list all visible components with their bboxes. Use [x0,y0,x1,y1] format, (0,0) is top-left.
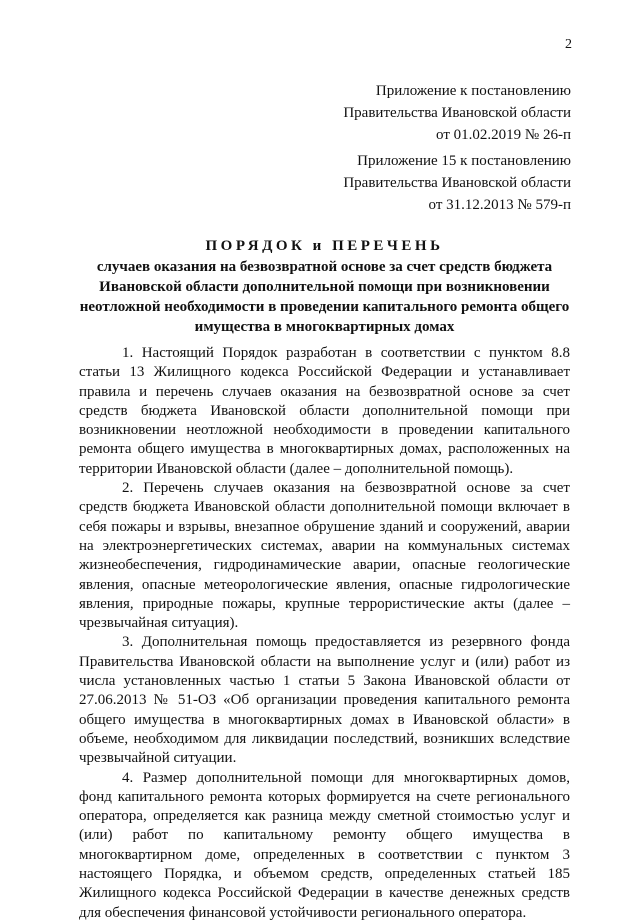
appendix-original-line-1: Приложение 15 к постановлению [357,153,571,169]
paragraph-3: 3. Дополнительная помощь предоставляется из резервного фонда Правительства Ивановской области на выполнение услуг и (или) работ из числа установленных частью 1 статьи 5 Закона Ивановской области от 27.06.2013 № 51-ОЗ «Об организации проведения капитального ремонта общего имущества в многоквартирных домах в Ивановской области» в объеме, необходимом для ликвидации последствий, возникших вследствие чрезвычайной ситуации. [79,634,570,767]
paragraph-2: 2. Перечень случаев оказания на безвозвратной основе за счет средств бюджета Ивановской области дополнительной помощи включает в себя пожары и взрывы, внезапное обрушение зданий и сооружений, аварии на электроэнергетических системах, аварии на коммунальных системах жизнеобеспечения, гидродинамические аварии, опасные геологические явления, опасные метеорологические явления, опасные гидрологические явления, природные пожары, крупные террористические акты (далее – чрезвычайная ситуация). [79,480,570,632]
appendix-original-line-2: Правительства Ивановской области [343,175,571,191]
paragraph-4: 4. Размер дополнительной помощи для многоквартирных домов, фонд капитального ремонта которых формируется на счете регионального оператора, определяется как разница между сметной стоимостью услуг и (или) работ по капитальному ремонту общего имущества в многоквартирном доме, определенных в соответствии с пунктом 3 настоящего Порядка, и объемом средств, определенных статьей 185 Жилищного кодекса Российской Федерации в качестве денежных средств для обеспечения финансовой устойчивости регионального оператора. [79,769,570,921]
appendix-current-line-3: от 01.02.2019 № 26-п [436,127,571,143]
document-body [79,344,570,923]
page-number: 2 [565,37,572,52]
document-title: ПОРЯДОК и ПЕРЕЧЕНЬ [205,238,444,254]
appendix-current-line-1: Приложение к постановлению [375,83,571,99]
appendix-header-current [343,80,571,146]
appendix-original-line-3: от 31.12.2013 № 579-п [428,197,571,213]
appendix-header-original [343,150,571,216]
appendix-current-line-2: Правительства Ивановской области [343,105,571,121]
document-title-block [79,236,570,337]
document-subtitle: случаев оказания на безвозвратной основе за счет средств бюджета Ивановской области дополнительной помощи при возникновении неотложной необходимости в проведении капитального ремонта общего имущества в многоквартирных домах [79,259,570,335]
paragraph-1: 1. Настоящий Порядок разработан в соответствии с пунктом 8.8 статьи 13 Жилищного кодекса Российской Федерации и устанавливает правила и перечень случаев оказания на безвозвратной основе за счет средств бюджета Ивановской области дополнительной помощи при возникновении неотложной необходимости в проведении капитального ремонта общего имущества в многоквартирных домах, расположенных на территории Ивановской области (далее – дополнительной помощь). [79,345,570,477]
